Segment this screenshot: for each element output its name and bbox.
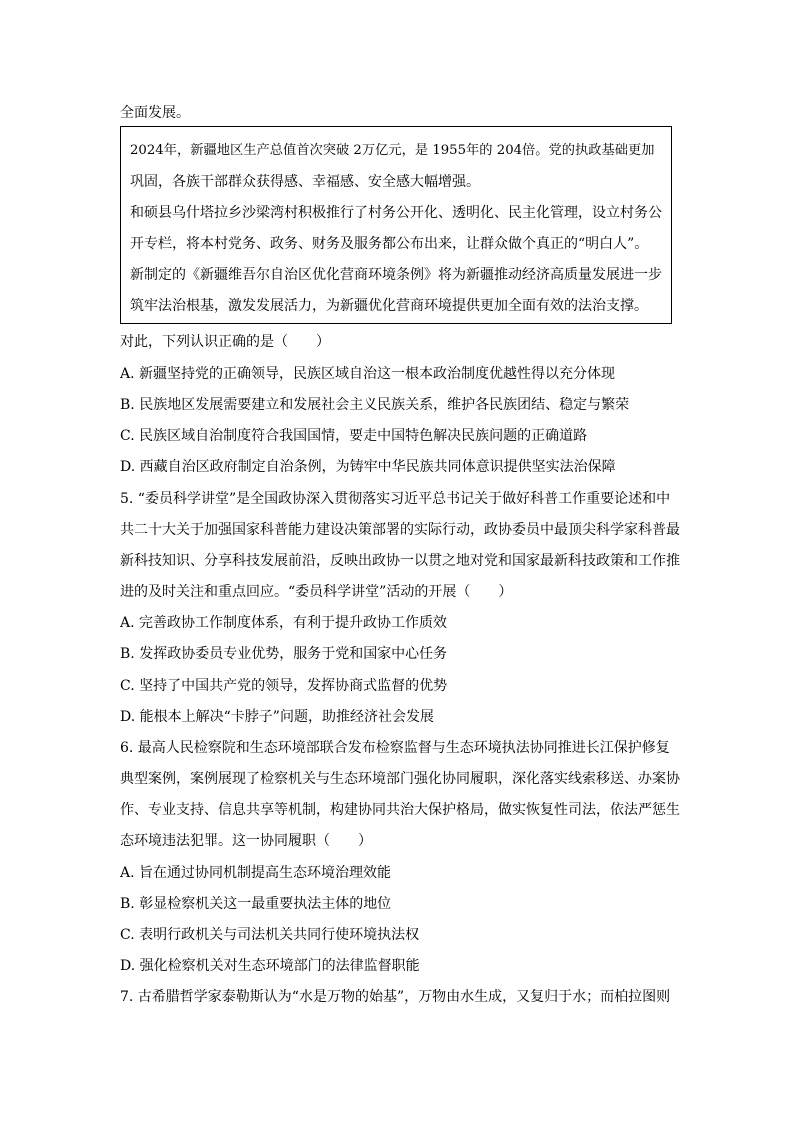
question-stem: 对此，下列认识正确的是（ ） bbox=[120, 334, 330, 350]
material-line: 和硕县乌什塔拉乡沙梁湾村积极推行了村务公开化、透明化、民主化管理，设立村务公 bbox=[130, 205, 662, 221]
question-stem-line: 7. 古希腊哲学家泰勒斯认为“水是万物的始基”，万物由水生成，又复归于水；而柏拉图则 bbox=[120, 989, 671, 1005]
answer-option-d: D. 西藏自治区政府制定自治条例，为铸牢中华民族共同体意识提供坚实法治保障 bbox=[120, 459, 616, 475]
material-box bbox=[120, 126, 672, 324]
answer-option-a: A. 旨在通过协同机制提高生态环境治理效能 bbox=[120, 865, 392, 881]
intro-line: 全面发展。 bbox=[120, 105, 190, 121]
question-stem-line: 进的及时关注和重点回应。“委员科学讲堂”活动的开展（ ） bbox=[120, 584, 513, 600]
question-stem-line: 6. 最高人民检察院和生态环境部联合发布检察监督与生态环境执法协同推进长江保护修复 bbox=[120, 740, 670, 756]
question-stem-line: 共二十大关于加强国家科普能力建设决策部署的实际行动，政协委员中最顶尖科学家科普最 bbox=[120, 522, 680, 538]
answer-option-b: B. 民族地区发展需要建立和发展社会主义民族关系，维护各民族团结、稳定与繁荣 bbox=[120, 397, 630, 413]
material-line: 开专栏，将本村党务、政务、财务及服务都公布出来，让群众做个真正的“明白人”。 bbox=[130, 236, 649, 252]
answer-option-b: B. 发挥政协委员专业优势，服务于党和国家中心任务 bbox=[120, 646, 448, 662]
answer-option-c: C. 坚持了中国共产党的领导，发挥协商式监督的优势 bbox=[120, 678, 448, 694]
answer-option-d: D. 能根本上解决“卡脖子”问题，助推经济社会发展 bbox=[120, 709, 434, 725]
answer-option-c: C. 表明行政机关与司法机关共同行使环境执法权 bbox=[120, 927, 420, 943]
material-line: 巩固，各族干部群众获得感、幸福感、安全感大幅增强。 bbox=[130, 174, 480, 190]
answer-option-d: D. 强化检察机关对生态环境部门的法律监督职能 bbox=[120, 958, 420, 974]
question-stem-line: 5. “委员科学讲堂”是全国政协深入贯彻落实习近平总书记关于做好科普工作重要论述和中 bbox=[120, 491, 671, 507]
answer-option-a: A. 新疆坚持党的正确领导，民族区域自治这一根本政治制度优越性得以充分体现 bbox=[120, 366, 616, 382]
question-stem-line: 态环境违法犯罪。这一协同履职（ ） bbox=[120, 833, 372, 849]
answer-option-b: B. 彰显检察机关这一最重要执法主体的地位 bbox=[120, 896, 392, 912]
question-stem-line: 作、专业支持、信息共享等机制，构建协同共治大保护格局，做实恢复性司法，依法严惩生 bbox=[120, 802, 680, 818]
question-stem-line: 新科技知识、分享科技发展前沿，反映出政协一以贯之地对党和国家最新科技政策和工作推 bbox=[120, 553, 680, 569]
material-line: 筑牢法治根基，激发发展活力，为新疆优化营商环境提供更加全面有效的法治支撑。 bbox=[130, 298, 648, 314]
answer-option-c: C. 民族区域自治制度符合我国国情，要走中国特色解决民族问题的正确道路 bbox=[120, 428, 588, 444]
material-line: 新制定的《新疆维吾尔自治区优化营商环境条例》将为新疆推动经济高质量发展进一步 bbox=[130, 267, 662, 283]
question-stem-line: 典型案例，案例展现了检察机关与生态环境部门强化协同履职，深化落实线索移送、办案协 bbox=[120, 771, 680, 787]
answer-option-a: A. 完善政协工作制度体系，有利于提升政协工作质效 bbox=[120, 615, 448, 631]
material-line: 2024年，新疆地区生产总值首次突破 2万亿元，是 1955年的 204倍。党的执政基础更加 bbox=[130, 143, 655, 158]
